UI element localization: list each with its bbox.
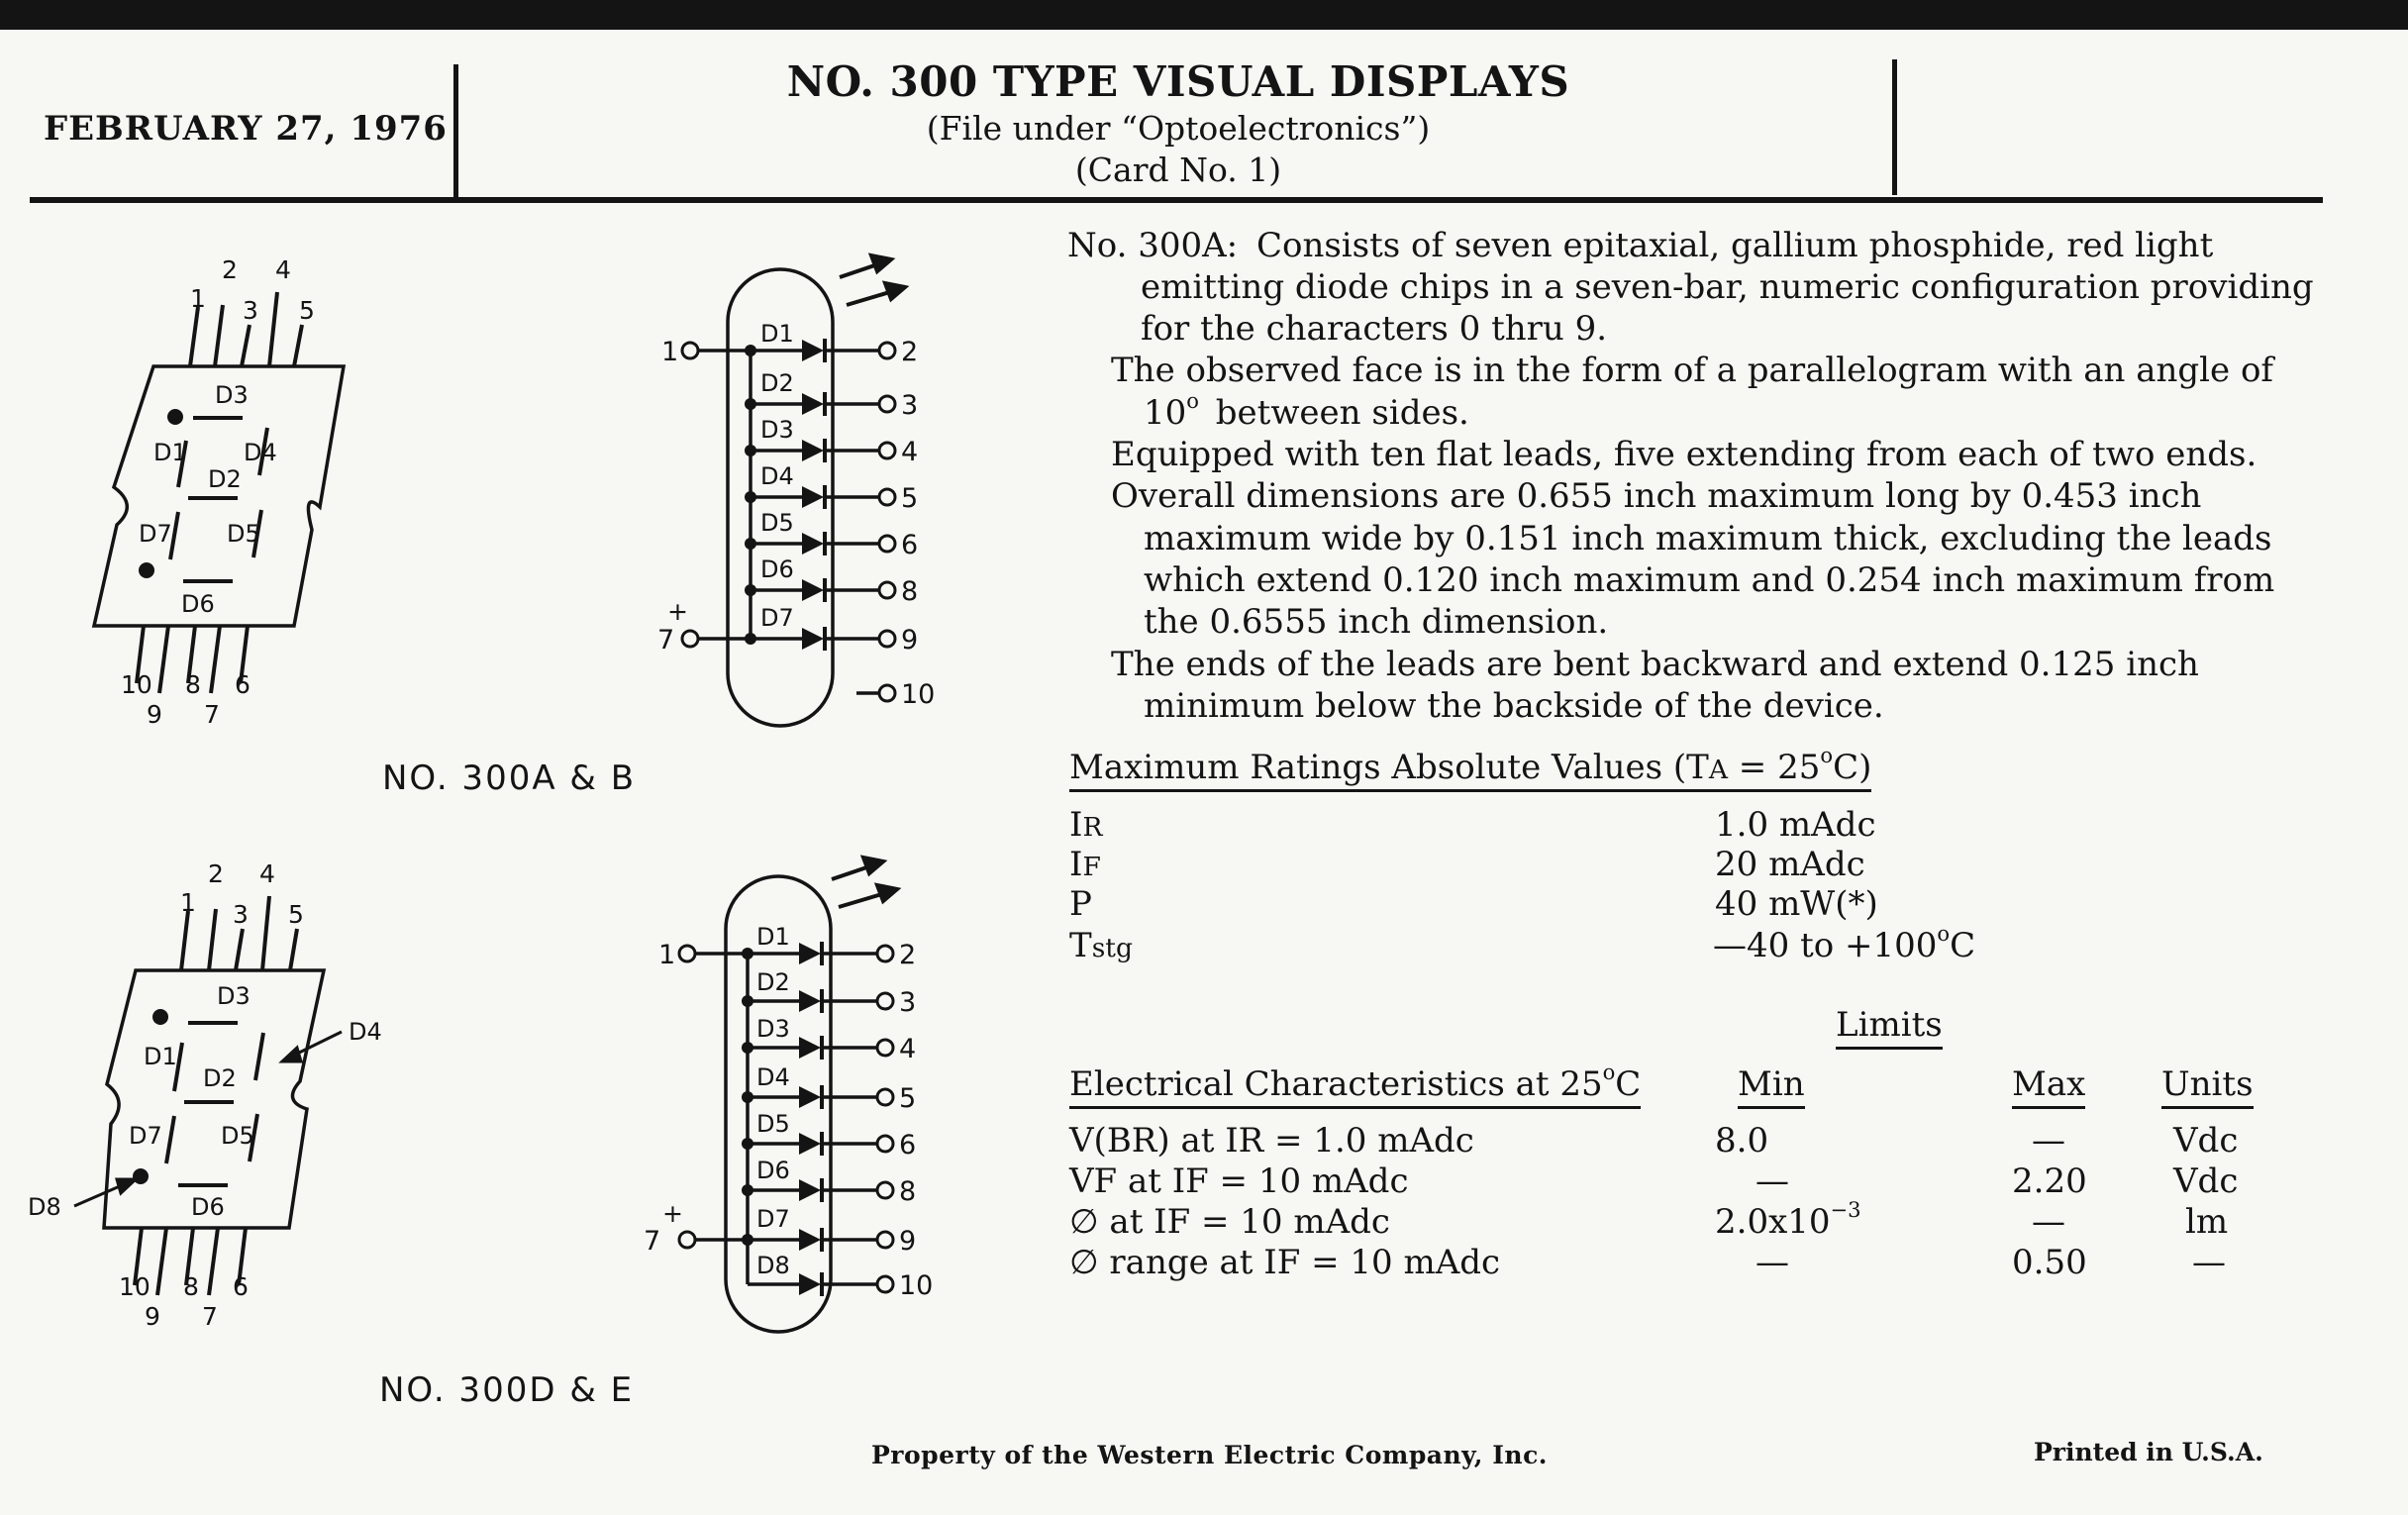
elec-row3-label: ∅ at IF = 10 mAdc (1069, 1202, 1390, 1242)
desc-model-lead: No. 300A: (1067, 226, 1239, 265)
ratings-heading: Maximum Ratings Absolute Values $(TA = 25^oC)$ (1069, 748, 1871, 787)
pin-label-9: 9 (147, 700, 162, 729)
svg-text:D7: D7 (129, 1122, 162, 1150)
svg-text:1: 1 (661, 337, 679, 367)
desc-p1-line1: No. 300A: Consists of seven epitaxial, gallium phosphide, red light (1067, 226, 2214, 265)
svg-text:D4: D4 (756, 1063, 790, 1091)
pin-label-8: 8 (185, 670, 201, 699)
svg-text:D4: D4 (349, 1018, 382, 1046)
svg-text:8: 8 (899, 1176, 917, 1207)
svg-text:8: 8 (183, 1272, 199, 1301)
pin-label-5: 5 (299, 296, 315, 325)
svg-text:D1: D1 (756, 923, 790, 951)
col-header-units: Units (2161, 1064, 2254, 1104)
rating-value-if: 20 mAdc (1715, 845, 1865, 884)
svg-text:5: 5 (288, 900, 304, 929)
pin-labels-bottom-300a (121, 670, 251, 729)
svg-text:D1: D1 (144, 1043, 177, 1070)
desc-p4-line3: which extend 0.120 inch maximum and 0.254 inch maximum from (1144, 560, 2275, 600)
pin-label-6: 6 (235, 670, 251, 699)
elec-row3-max: — (2032, 1202, 2065, 1242)
elec-row1-units: Vdc (2173, 1121, 2239, 1161)
rating-symbol-ir: IR (1069, 805, 1103, 845)
svg-text:7: 7 (657, 625, 675, 656)
segment-label-d4: D4 (244, 439, 277, 466)
desc-p4-line4: the 0.6555 inch dimension. (1144, 602, 1609, 642)
segment-label-d5: D5 (227, 520, 260, 548)
decimal-dot-bottom-300a (139, 562, 154, 578)
svg-text:+: + (667, 597, 688, 626)
package-outline-300d (104, 970, 324, 1228)
svg-text:1: 1 (658, 940, 676, 970)
rating-symbol-p: P (1069, 884, 1092, 924)
svg-text:D8: D8 (756, 1252, 790, 1279)
svg-text:10: 10 (119, 1272, 150, 1301)
elec-row1-min: 8.0 (1715, 1121, 1769, 1161)
schematic-diodes-300a (802, 339, 825, 651)
svg-text:2: 2 (901, 337, 919, 367)
schematic-diodes-300d (799, 942, 822, 1296)
pin-labels-bottom-300d (119, 1272, 249, 1331)
segment-label-d3: D3 (215, 381, 249, 409)
caption-300a-b: NO. 300A & B (382, 758, 637, 798)
schematic-diode-labels-300a (760, 320, 794, 632)
svg-text:D8: D8 (28, 1193, 61, 1221)
light-arrows-300a (840, 255, 905, 305)
svg-text:3: 3 (901, 390, 919, 421)
segment-label-d2: D2 (208, 465, 242, 493)
desc-p1-line3: for the characters 0 thru 9. (1141, 309, 1608, 349)
segment-label-d6: D6 (181, 590, 215, 618)
page-title: NO. 300 TYPE VISUAL DISPLAYS (786, 57, 1570, 106)
elec-row2-label: VF at IF = 10 mAdc (1069, 1162, 1409, 1201)
pin-labels-top-300d (180, 859, 304, 929)
segment-bars-300d (166, 1023, 263, 1185)
schematic-pin-numbers-300a (657, 337, 935, 710)
desc-p2-line2: 10$^o$ between sides. (1144, 388, 1469, 433)
svg-text:D2: D2 (760, 369, 794, 397)
svg-text:D6: D6 (191, 1193, 225, 1221)
elec-row4-max: 0.50 (2012, 1243, 2087, 1282)
svg-text:D3: D3 (760, 416, 794, 444)
svg-text:9: 9 (145, 1302, 160, 1331)
svg-text:3: 3 (899, 987, 917, 1018)
svg-text:D7: D7 (756, 1205, 790, 1233)
elec-row2-units: Vdc (2173, 1162, 2239, 1201)
elec-row4-min: — (1756, 1243, 1789, 1282)
elec-row2-max: 2.20 (2012, 1162, 2087, 1201)
desc-p1-line2: emitting diode chips in a seven-bar, numeric configuration providing (1141, 267, 2314, 307)
pin-label-3: 3 (243, 296, 258, 325)
svg-text:D5: D5 (760, 509, 794, 537)
svg-text:3: 3 (233, 900, 249, 929)
rating-value-ir: 1.0 mAdc (1715, 805, 1876, 845)
elec-row4-label: ∅ range at IF = 10 mAdc (1069, 1243, 1501, 1282)
elec-row2-min: — (1756, 1162, 1789, 1201)
desc-p4-line2: maximum wide by 0.151 inch maximum thick, excluding the leads (1144, 519, 2272, 558)
segment-label-d7: D7 (139, 520, 172, 548)
pin-labels-top-300a (190, 255, 315, 325)
col-header-min: Min (1738, 1064, 1805, 1104)
pin-label-1: 1 (190, 284, 206, 313)
header-divider-right (1892, 59, 1897, 195)
svg-text:D6: D6 (760, 556, 794, 583)
svg-text:10: 10 (901, 679, 936, 710)
pin-label-10: 10 (121, 670, 152, 699)
svg-text:D7: D7 (760, 604, 794, 632)
decimal-dot-top-300d (152, 1009, 168, 1025)
svg-text:+: + (662, 1199, 683, 1228)
svg-text:6: 6 (899, 1130, 917, 1161)
pin-label-7: 7 (204, 700, 220, 729)
svg-text:6: 6 (901, 530, 919, 560)
device-diagrams (0, 228, 1069, 1475)
electrical-heading: Electrical Characteristics at 25$^o$C (1069, 1064, 1641, 1104)
svg-text:6: 6 (233, 1272, 249, 1301)
svg-text:D5: D5 (221, 1122, 254, 1150)
svg-text:9: 9 (899, 1226, 917, 1257)
svg-text:10: 10 (899, 1270, 934, 1301)
svg-text:D2: D2 (756, 968, 790, 996)
printed-notice: Printed in U.S.A. (2034, 1438, 2263, 1466)
file-under-note: (File under “Optoelectronics”) (926, 109, 1431, 148)
svg-text:7: 7 (644, 1226, 661, 1257)
desc-p5-line2: minimum below the backside of the device. (1144, 686, 1884, 726)
pin-label-4: 4 (275, 255, 291, 284)
desc-p4-line1: Overall dimensions are 0.655 inch maximum long by 0.453 inch (1111, 476, 2202, 516)
rating-symbol-if: IF (1069, 845, 1101, 884)
header-divider-left (453, 64, 458, 203)
svg-text:5: 5 (899, 1083, 917, 1114)
svg-text:D4: D4 (760, 462, 794, 490)
svg-text:D3: D3 (756, 1015, 790, 1043)
svg-text:2: 2 (899, 940, 917, 970)
date-label: FEBRUARY 27, 1976 (44, 109, 448, 149)
svg-text:1: 1 (180, 888, 196, 917)
decimal-dot-top-300a (167, 409, 183, 425)
svg-text:2: 2 (208, 859, 224, 888)
light-arrows-300d (832, 858, 897, 907)
limits-label: Limits (1836, 1005, 1943, 1045)
svg-text:4: 4 (901, 437, 919, 467)
elec-row1-label: V(BR) at IR = 1.0 mAdc (1069, 1121, 1474, 1161)
caption-300d-e: NO. 300D & E (379, 1370, 635, 1410)
svg-text:5: 5 (901, 483, 919, 514)
svg-text:8: 8 (901, 576, 919, 607)
svg-text:D2: D2 (203, 1064, 237, 1092)
svg-text:4: 4 (259, 859, 275, 888)
pin-label-2: 2 (222, 255, 238, 284)
card-number: (Card No. 1) (1074, 151, 1282, 189)
elec-row3-units: lm (2185, 1202, 2229, 1242)
rating-value-p: 40 mW(*) (1715, 884, 1878, 924)
svg-text:9: 9 (901, 625, 919, 656)
schematic-diode-labels-300d (756, 923, 790, 1279)
desc-p5-line1: The ends of the leads are bent backward and extend 0.125 inch (1111, 645, 2199, 684)
svg-text:D3: D3 (217, 982, 251, 1010)
rating-symbol-tstg: Tstg (1069, 926, 1133, 965)
svg-text:4: 4 (899, 1034, 917, 1064)
elec-row1-max: — (2032, 1121, 2065, 1161)
rating-value-tstg: —40 to $+100^oC$ (1713, 921, 1976, 965)
header-rule (30, 197, 2323, 203)
svg-text:D6: D6 (756, 1157, 790, 1184)
desc-p3-line1: Equipped with ten flat leads, five extending from each of two ends. (1111, 435, 2258, 474)
svg-text:7: 7 (202, 1302, 218, 1331)
svg-text:D1: D1 (760, 320, 794, 348)
col-header-max: Max (2012, 1064, 2085, 1104)
svg-text:D5: D5 (756, 1110, 790, 1138)
elec-row4-units: — (2192, 1243, 2226, 1282)
segment-label-d1: D1 (153, 439, 187, 466)
elec-row3-min: $2.0x10^{-3}$ (1715, 1197, 1861, 1242)
property-notice: Property of the Western Electric Company, Inc. (871, 1441, 1549, 1469)
desc-p2-line1: The observed face is in the form of a parallelogram with an angle of (1111, 351, 2273, 390)
